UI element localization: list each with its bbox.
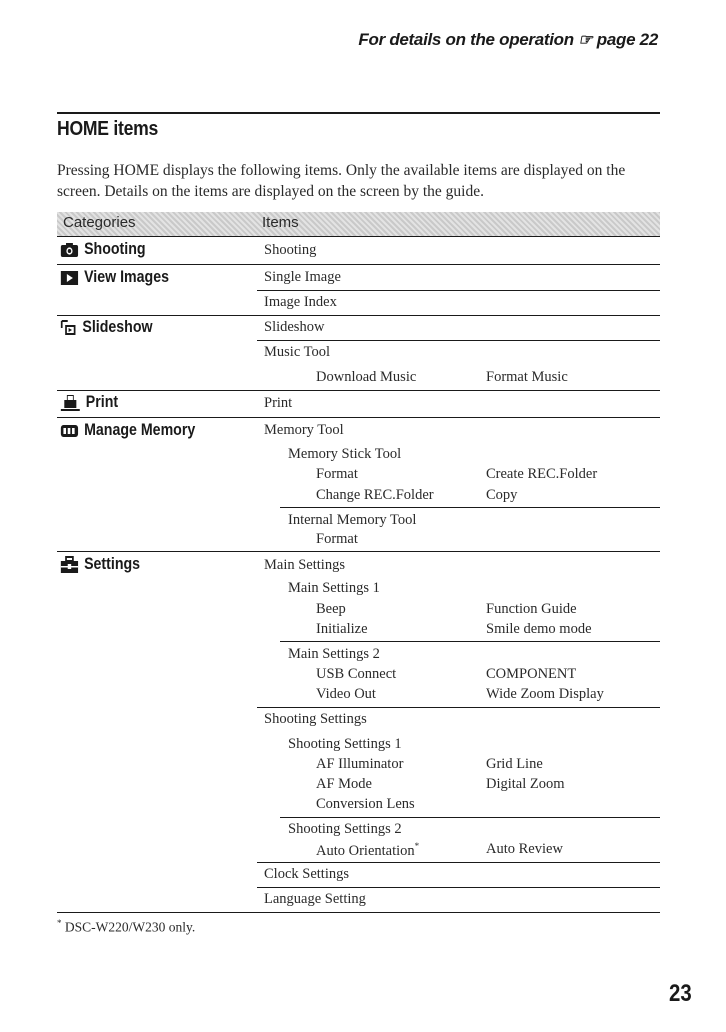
category-settings xyxy=(60,555,140,574)
section-divider xyxy=(57,112,660,114)
item-internal-memory-tool: Internal Memory Tool xyxy=(288,512,417,528)
row-divider xyxy=(257,290,660,291)
item-download-music: Download Music xyxy=(316,369,417,385)
footnote xyxy=(57,918,195,936)
item-shooting-settings-1: Shooting Settings 1 xyxy=(288,736,402,752)
item-print: Print xyxy=(264,395,293,411)
footnote-mark: * xyxy=(57,918,62,928)
item-auto-orientation xyxy=(316,841,419,860)
item-wide-zoom-display: Wide Zoom Display xyxy=(486,686,604,702)
row-divider xyxy=(257,707,660,708)
item-memory-stick-tool: Memory Stick Tool xyxy=(288,446,402,462)
category-label: View Images xyxy=(84,268,170,286)
pointing-hand-icon: ☞ xyxy=(578,32,593,49)
category-print xyxy=(60,393,118,412)
row-divider xyxy=(280,641,660,642)
item-function-guide: Function Guide xyxy=(486,601,577,617)
item-copy: Copy xyxy=(486,487,518,503)
item-format: Format xyxy=(316,531,358,547)
camera-icon xyxy=(60,242,79,258)
category-label: Manage Memory xyxy=(84,421,196,439)
row-divider xyxy=(57,264,660,265)
column-header-items: Items xyxy=(262,214,299,231)
category-view-images xyxy=(60,268,169,287)
footnote-mark: * xyxy=(414,841,420,851)
category-label: Slideshow xyxy=(82,318,153,336)
item-memory-tool: Memory Tool xyxy=(264,422,344,438)
item-single-image: Single Image xyxy=(264,269,341,285)
item-create-rec-folder: Create REC.Folder xyxy=(486,466,598,482)
column-header-categories: Categories xyxy=(63,214,136,231)
page-number: 23 xyxy=(669,980,692,1007)
item-beep: Beep xyxy=(316,601,346,617)
item-language-setting: Language Setting xyxy=(264,891,366,907)
item-clock-settings: Clock Settings xyxy=(264,866,349,882)
toolbox-icon xyxy=(60,556,79,574)
category-label: Settings xyxy=(84,555,141,573)
item-slideshow: Slideshow xyxy=(264,319,325,335)
item-image-index: Image Index xyxy=(264,294,337,310)
category-label: Shooting xyxy=(84,240,146,258)
row-divider xyxy=(257,340,660,341)
print-icon xyxy=(60,394,81,412)
item-main-settings-1: Main Settings 1 xyxy=(288,580,380,596)
item-smile-demo-mode: Smile demo mode xyxy=(486,621,592,637)
reference-text: For details on the operation xyxy=(358,30,574,49)
item-initialize: Initialize xyxy=(316,621,368,637)
item-digital-zoom: Digital Zoom xyxy=(486,776,565,792)
item-shooting: Shooting xyxy=(264,242,317,258)
row-divider xyxy=(257,862,660,863)
item-format: Format xyxy=(316,466,358,482)
page-reference xyxy=(358,30,658,50)
item-main-settings: Main Settings xyxy=(264,557,345,573)
reference-page: page 22 xyxy=(596,30,658,49)
category-shooting xyxy=(60,240,146,259)
intro-paragraph: Pressing HOME displays the following items. Only the available items are displayed on the screen. Details on the items are displayed on the screen by the guide. xyxy=(57,162,626,200)
item-shooting-settings: Shooting Settings xyxy=(264,711,367,727)
category-slideshow xyxy=(60,318,153,337)
playback-icon xyxy=(60,270,79,286)
category-label: Print xyxy=(85,393,119,411)
slideshow-icon xyxy=(60,319,77,337)
item-label: Auto Orientation xyxy=(316,842,415,859)
memory-icon xyxy=(60,423,79,439)
category-manage-memory xyxy=(60,421,195,440)
item-shooting-settings-2: Shooting Settings 2 xyxy=(288,821,402,837)
row-divider xyxy=(57,390,660,391)
item-af-illuminator: AF Illuminator xyxy=(316,756,404,772)
item-component: COMPONENT xyxy=(486,666,577,682)
row-divider xyxy=(280,507,660,508)
item-usb-connect: USB Connect xyxy=(316,666,397,682)
section-title: HOME items xyxy=(57,118,159,140)
footnote-text: DSC-W220/W230 only. xyxy=(64,919,196,935)
item-video-out: Video Out xyxy=(316,686,376,702)
item-conversion-lens: Conversion Lens xyxy=(316,796,415,812)
item-change-rec-folder: Change REC.Folder xyxy=(316,487,434,503)
item-music-tool: Music Tool xyxy=(264,344,330,360)
row-divider xyxy=(57,315,660,316)
item-grid-line: Grid Line xyxy=(486,756,543,772)
item-af-mode: AF Mode xyxy=(316,776,372,792)
row-divider xyxy=(57,417,660,418)
row-divider xyxy=(257,887,660,888)
item-main-settings-2: Main Settings 2 xyxy=(288,646,380,662)
row-divider xyxy=(280,817,660,818)
item-auto-review: Auto Review xyxy=(486,841,563,857)
row-divider xyxy=(57,551,660,552)
item-format-music: Format Music xyxy=(486,369,568,385)
table-header xyxy=(57,212,660,237)
table-bottom-rule xyxy=(57,912,660,913)
